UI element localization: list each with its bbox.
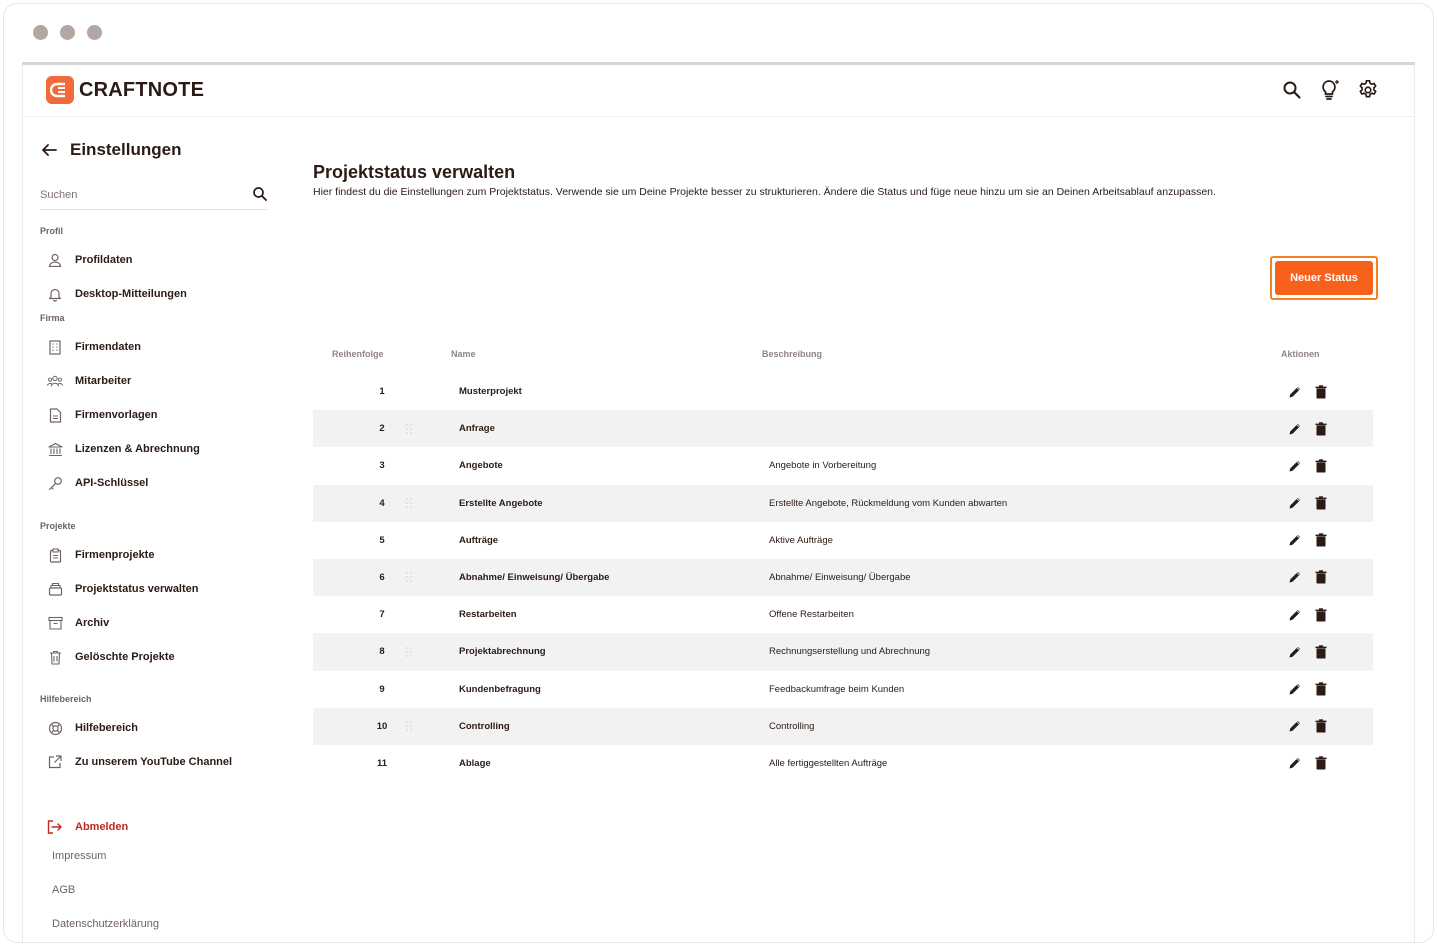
- logo[interactable]: [46, 76, 204, 104]
- row-order: 8: [379, 646, 385, 658]
- table-row[interactable]: [313, 522, 1373, 559]
- drag-handle-icon[interactable]: [404, 410, 414, 447]
- row-actions: [1288, 410, 1328, 447]
- sidebar-item-hilfebereich[interactable]: Hilfebereich: [47, 717, 138, 739]
- datenschutz-link[interactable]: Datenschutzerklärung: [52, 918, 160, 930]
- sidebar-item-firmendaten[interactable]: Firmendaten: [47, 336, 141, 358]
- edit-pencil-icon[interactable]: [1288, 422, 1302, 436]
- table-row[interactable]: [313, 671, 1373, 708]
- sidebar-search: [40, 184, 268, 210]
- delete-trash-icon[interactable]: [1314, 459, 1328, 473]
- column-header-actions: Aktionen: [1281, 349, 1320, 359]
- app-window: [22, 62, 1415, 942]
- user-icon: [47, 252, 63, 268]
- row-description: Angebote in Vorbereitung: [769, 460, 877, 472]
- maximize-dot[interactable]: [87, 25, 102, 40]
- edit-pencil-icon[interactable]: [1288, 756, 1302, 770]
- key-icon: [47, 475, 63, 491]
- table-row[interactable]: [313, 596, 1373, 633]
- row-description: Abnahme/ Einweisung/ Übergabe: [769, 571, 911, 583]
- edit-pencil-icon[interactable]: [1288, 385, 1302, 399]
- row-actions: [1288, 671, 1328, 708]
- row-order: 11: [376, 757, 388, 769]
- new-status-highlight: [1270, 256, 1378, 300]
- arrow-left-icon: [40, 143, 58, 157]
- app-header: [23, 65, 1414, 117]
- row-order: 6: [379, 571, 385, 583]
- table-row[interactable]: [313, 447, 1373, 484]
- row-name: Projektabrechnung: [459, 646, 546, 658]
- table-body: [313, 373, 1373, 782]
- delete-trash-icon[interactable]: [1314, 719, 1328, 733]
- row-actions: [1288, 559, 1328, 596]
- row-order: 5: [379, 534, 385, 546]
- drag-handle-icon[interactable]: [404, 485, 414, 522]
- row-name: Ablage: [459, 757, 491, 769]
- row-order: 2: [379, 423, 385, 435]
- row-actions: [1288, 633, 1328, 670]
- search-input[interactable]: [40, 184, 240, 206]
- section-label-firma: Firma: [40, 313, 65, 323]
- sidebar-item-geloeschte-projekte[interactable]: Gelöschte Projekte: [47, 646, 175, 668]
- users-icon: [47, 373, 63, 389]
- sidebar-title: Einstellungen: [70, 140, 182, 159]
- agb-link[interactable]: AGB: [52, 884, 76, 896]
- logout-button[interactable]: Abmelden: [47, 816, 128, 838]
- delete-trash-icon[interactable]: [1314, 422, 1328, 436]
- delete-trash-icon[interactable]: [1314, 608, 1328, 622]
- logout-icon: [47, 819, 63, 835]
- edit-pencil-icon[interactable]: [1288, 608, 1302, 622]
- edit-pencil-icon[interactable]: [1288, 719, 1302, 733]
- section-label-profil: Profil: [40, 226, 64, 236]
- row-name: Angebote: [459, 460, 503, 472]
- sidebar-item-lizenzen[interactable]: Lizenzen & Abrechnung: [47, 438, 200, 460]
- external-link-icon: [47, 754, 63, 770]
- sidebar-item-archiv[interactable]: Archiv: [47, 612, 109, 634]
- row-actions: [1288, 708, 1328, 745]
- table-row[interactable]: [313, 410, 1373, 447]
- row-name: Abnahme/ Einweisung/ Übergabe: [459, 571, 610, 583]
- delete-trash-icon[interactable]: [1314, 570, 1328, 584]
- page-title: Projektstatus verwalten: [313, 162, 516, 182]
- table-row[interactable]: [313, 559, 1373, 596]
- row-actions: [1288, 373, 1328, 410]
- section-label-hilfebereich: Hilfebereich: [40, 694, 92, 704]
- row-name: Erstellte Angebote: [459, 497, 543, 509]
- row-name: Kundenbefragung: [459, 683, 541, 695]
- delete-trash-icon[interactable]: [1314, 496, 1328, 510]
- edit-pencil-icon[interactable]: [1288, 496, 1302, 510]
- stack-icon: [47, 581, 63, 597]
- trash-outline-icon: [47, 649, 63, 665]
- table-row[interactable]: [313, 745, 1373, 782]
- window-controls: [33, 25, 102, 40]
- page-description: Hier findest du die Einstellungen zum Projektstatus. Verwende sie um Deine Projekte besser zu strukturieren. Ändere die Status und füge neue hinzu um sie an Deinen Arbeitsablauf anzupassen.: [313, 186, 1216, 198]
- edit-pencil-icon[interactable]: [1288, 570, 1302, 584]
- table-row[interactable]: [313, 633, 1373, 670]
- row-order: 9: [379, 683, 385, 695]
- delete-trash-icon[interactable]: [1314, 645, 1328, 659]
- row-actions: [1288, 522, 1328, 559]
- delete-trash-icon[interactable]: [1314, 533, 1328, 547]
- drag-handle-icon[interactable]: [404, 708, 414, 745]
- row-order: 10: [376, 720, 388, 732]
- edit-pencil-icon[interactable]: [1288, 533, 1302, 547]
- row-description: Feedbackumfrage beim Kunden: [769, 683, 905, 695]
- search-icon[interactable]: [252, 186, 268, 207]
- section-label-projekte: Projekte: [40, 521, 76, 531]
- row-order: 4: [379, 497, 385, 509]
- row-order: 3: [379, 460, 385, 472]
- table-row[interactable]: [313, 485, 1373, 522]
- logo-text: CRAFTNOTE: [79, 78, 205, 101]
- settings-sidebar: [23, 118, 288, 942]
- column-header-order[interactable]: Reihenfolge: [332, 349, 384, 359]
- lifebuoy-icon: [47, 720, 63, 736]
- status-table: [313, 343, 1373, 782]
- sidebar-item-projektstatus[interactable]: Projektstatus verwalten: [47, 578, 199, 600]
- delete-trash-icon[interactable]: [1314, 385, 1328, 399]
- sidebar-item-firmenprojekte[interactable]: Firmenprojekte: [47, 544, 154, 566]
- header-actions: [1280, 78, 1380, 102]
- row-name: Musterprojekt: [459, 386, 522, 397]
- row-description: Offene Restarbeiten: [769, 609, 854, 621]
- sidebar-item-desktop-mitteilungen[interactable]: Desktop-Mitteilungen: [47, 283, 187, 305]
- sidebar-item-firmenvorlagen[interactable]: Firmenvorlagen: [47, 404, 158, 426]
- row-actions: [1288, 485, 1328, 522]
- column-header-name[interactable]: Name: [451, 349, 476, 359]
- row-name: Anfrage: [459, 423, 495, 435]
- edit-pencil-icon[interactable]: [1288, 682, 1302, 696]
- row-description: Controlling: [769, 720, 815, 732]
- table-row[interactable]: [313, 373, 1373, 410]
- gear-icon[interactable]: [1356, 78, 1380, 102]
- lightbulb-icon[interactable]: [1318, 78, 1342, 102]
- sidebar-item-profildaten[interactable]: Profildaten: [47, 249, 132, 271]
- building-icon: [47, 339, 63, 355]
- clipboard-icon: [47, 547, 63, 563]
- sidebar-item-mitarbeiter[interactable]: Mitarbeiter: [47, 370, 131, 392]
- back-button[interactable]: [40, 140, 181, 160]
- impressum-link[interactable]: Impressum: [52, 850, 107, 862]
- search-icon[interactable]: [1280, 78, 1304, 102]
- document-icon: [47, 407, 63, 423]
- drag-handle-icon[interactable]: [404, 633, 414, 670]
- row-description: Aktive Aufträge: [769, 534, 833, 546]
- row-actions: [1288, 447, 1328, 484]
- column-header-description[interactable]: Beschreibung: [762, 349, 823, 359]
- delete-trash-icon[interactable]: [1314, 756, 1328, 770]
- row-actions: [1288, 596, 1328, 633]
- sidebar-item-youtube[interactable]: Zu unserem YouTube Channel: [47, 751, 232, 773]
- drag-handle-icon[interactable]: [404, 559, 414, 596]
- archive-icon: [47, 615, 63, 631]
- table-header: [313, 343, 1373, 373]
- row-name: Controlling: [459, 720, 510, 732]
- row-description: Erstellte Angebote, Rückmeldung vom Kunden abwarten: [769, 497, 1008, 509]
- row-order: 7: [379, 609, 385, 621]
- close-dot[interactable]: [33, 25, 48, 40]
- delete-trash-icon[interactable]: [1314, 682, 1328, 696]
- row-description: Rechnungserstellung und Abrechnung: [769, 646, 931, 658]
- edit-pencil-icon[interactable]: [1288, 459, 1302, 473]
- row-name: Aufträge: [459, 534, 499, 546]
- row-description: Alle fertiggestellten Aufträge: [769, 757, 888, 769]
- row-name: Restarbeiten: [459, 609, 517, 621]
- row-actions: [1288, 745, 1328, 782]
- sidebar-item-api-schluessel[interactable]: API-Schlüssel: [47, 472, 148, 494]
- edit-pencil-icon[interactable]: [1288, 645, 1302, 659]
- table-row[interactable]: [313, 708, 1373, 745]
- new-status-button[interactable]: Neuer Status: [1275, 261, 1373, 295]
- bell-icon: [47, 286, 63, 302]
- logo-mark-icon: [46, 76, 74, 104]
- row-order: 1: [379, 386, 385, 397]
- minimize-dot[interactable]: [60, 25, 75, 40]
- bank-icon: [47, 441, 63, 457]
